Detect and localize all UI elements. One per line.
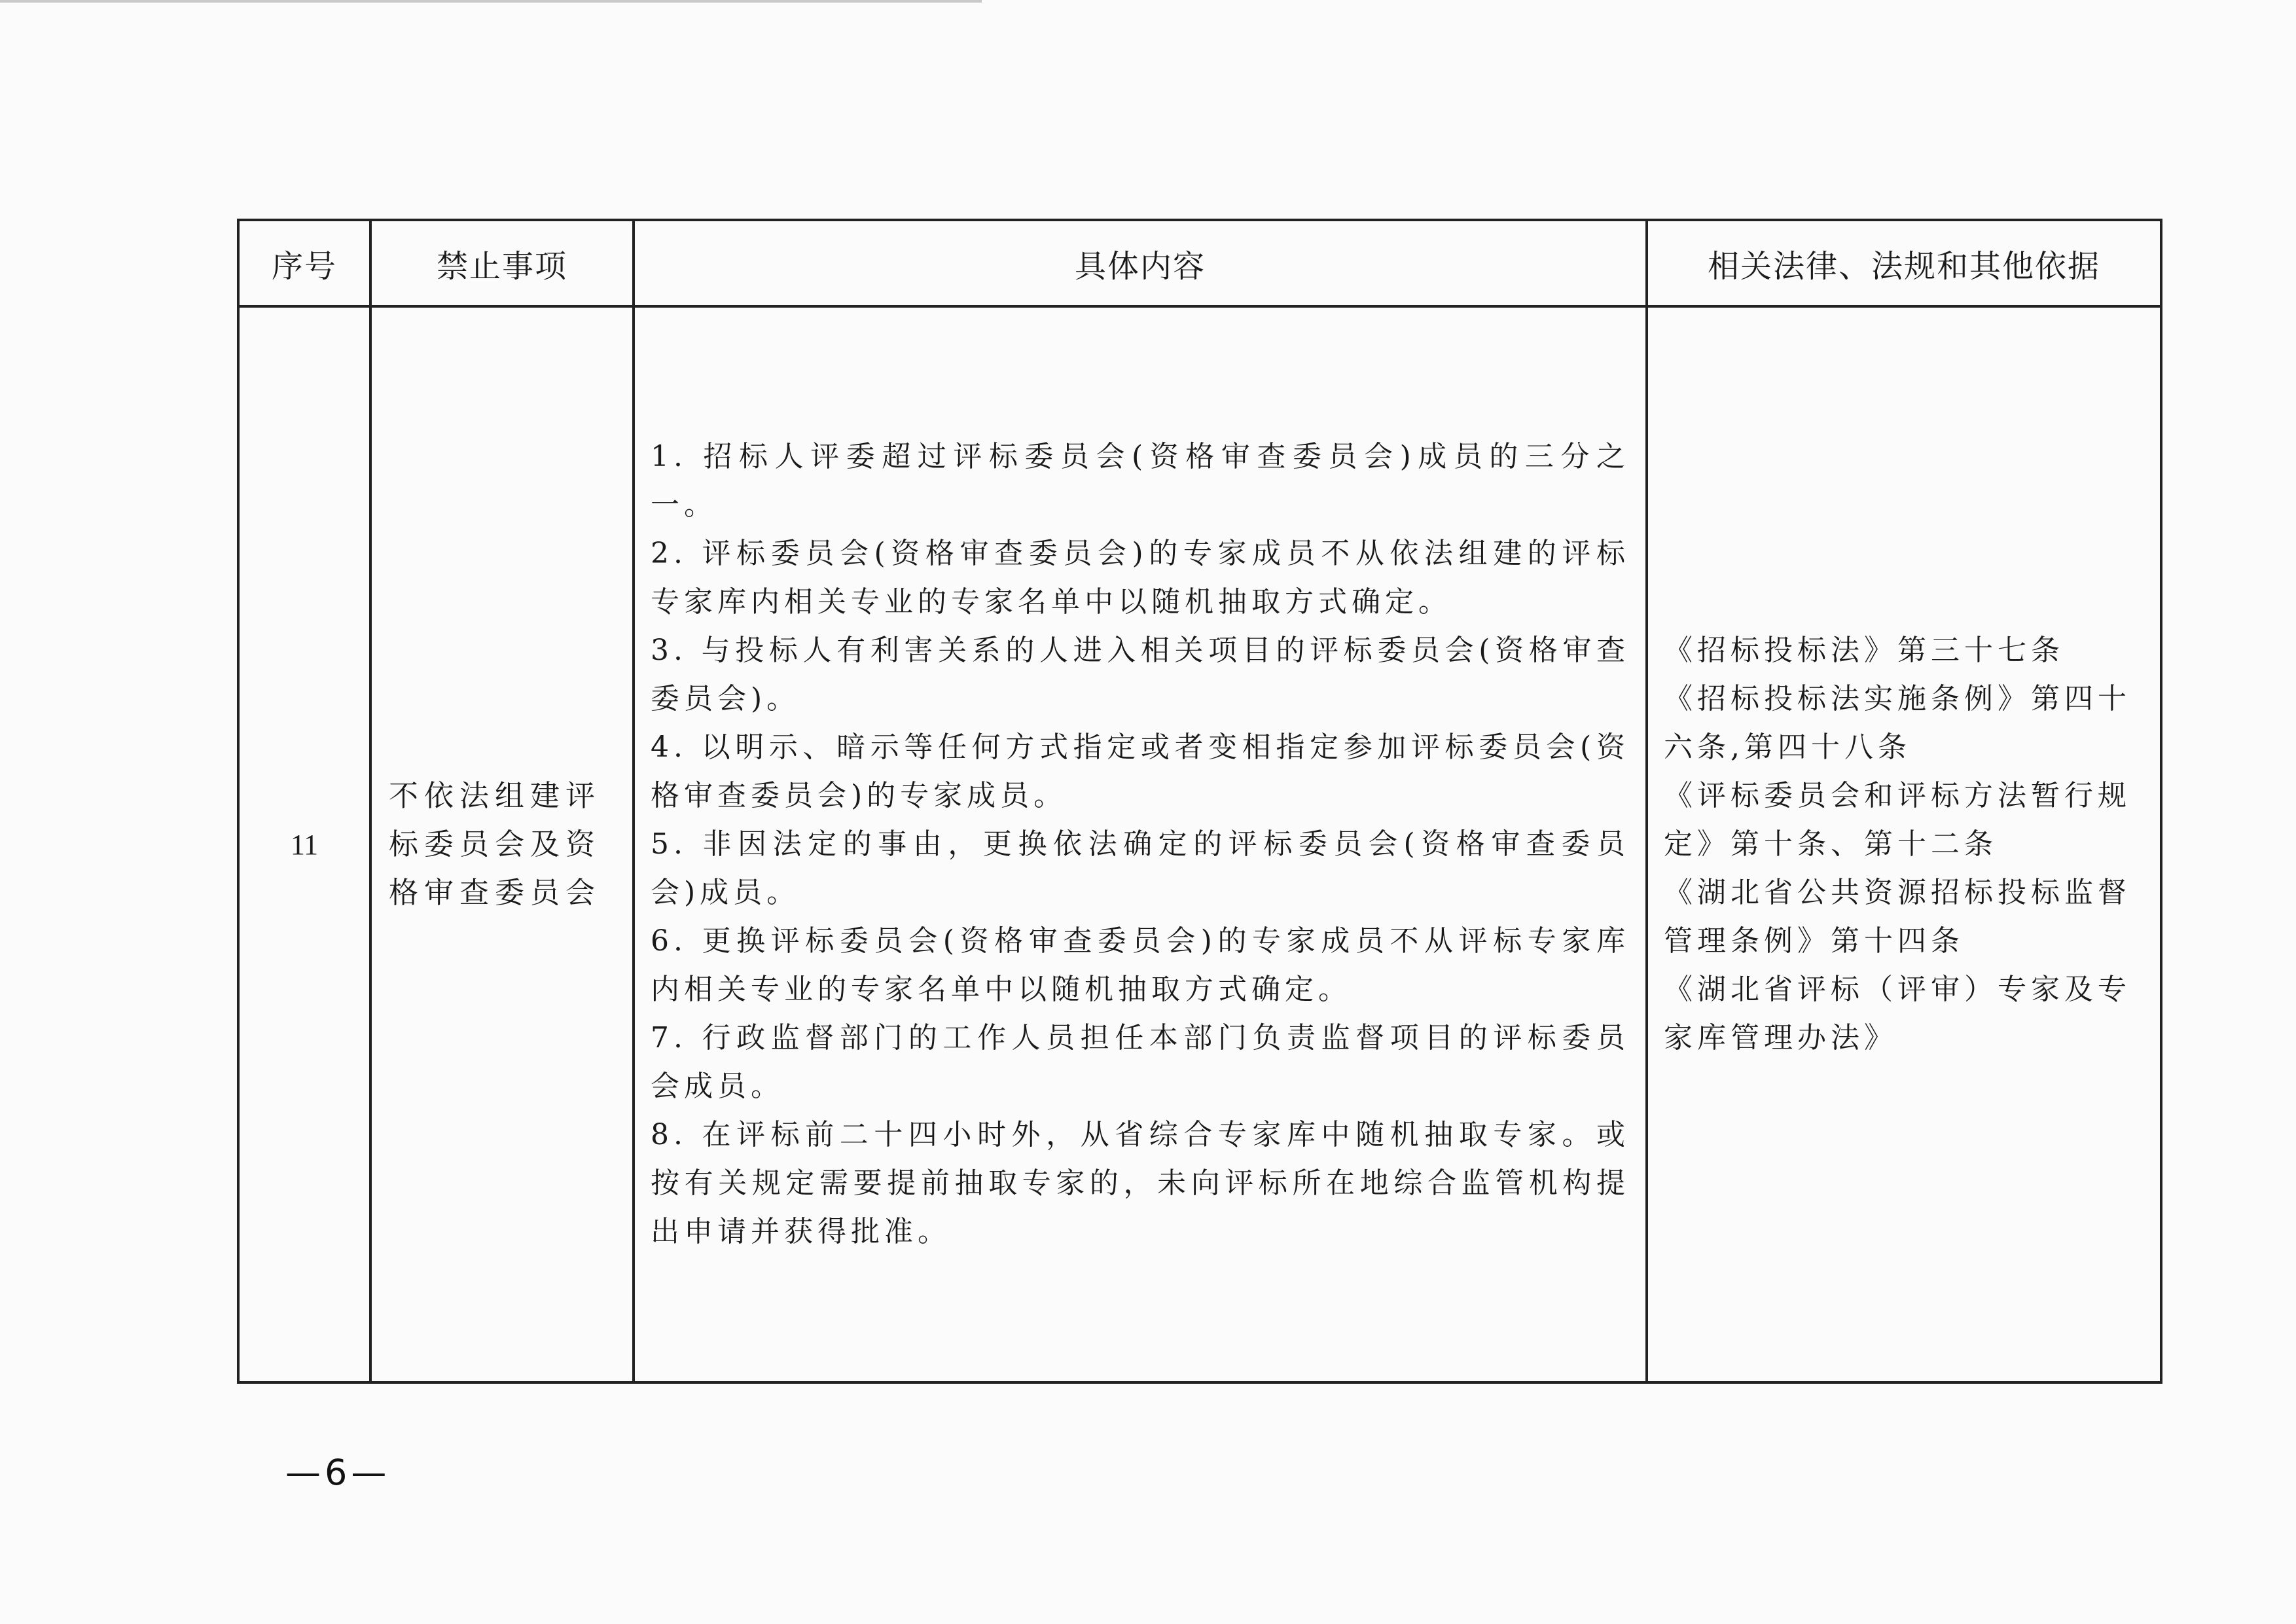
row-law [1647, 306, 2161, 1382]
law-item: 《招标投标法》第三十七条 [1664, 634, 2064, 667]
row-content [634, 306, 1647, 1382]
header-seq: 序号 [238, 220, 370, 306]
content-item: 3. 与投标人有利害关系的人进入相关项目的评标委员会(资格审查委员会)。 [651, 634, 1630, 715]
scan-edge-line [0, 0, 982, 3]
content-item: 4. 以明示、暗示等任何方式指定或者变相指定参加评标委员会(资格审查委员会)的专家成员。 [651, 731, 1630, 812]
row-seq: 11 [238, 306, 370, 1382]
content-item: 7. 行政监督部门的工作人员担任本部门负责监督项目的评标委员会成员。 [651, 1021, 1630, 1103]
row-ban: 不依法组建评标委员会及资格审查委员会 [370, 306, 634, 1382]
content-item: 5. 非因法定的事由，更换依法确定的评标委员会(资格审查委员会)成员。 [651, 827, 1630, 909]
header-law: 相关法律、法规和其他依据 [1647, 220, 2161, 306]
table-header-row [238, 220, 2161, 306]
content-item: 6. 更换评标委员会(资格审查委员会)的专家成员不从评标专家库内相关专业的专家名单中以随机抽取方式确定。 [651, 924, 1630, 1006]
page-number: —6— [285, 1452, 391, 1493]
law-item: 《湖北省评标（评审）专家及专家库管理办法》 [1664, 973, 2131, 1055]
prohibited-items-table [237, 219, 2162, 1384]
table-row [238, 306, 2161, 1382]
law-item: 《评标委员会和评标方法暂行规定》第十条、第十二条 [1664, 779, 2131, 861]
law-item: 《招标投标法实施条例》第四十六条,第四十八条 [1664, 682, 2131, 764]
header-ban: 禁止事项 [370, 220, 634, 306]
content-item: 2. 评标委员会(资格审查委员会)的专家成员不从依法组建的评标专家库内相关专业的专家名单中以随机抽取方式确定。 [651, 537, 1630, 619]
content-item: 1. 招标人评委超过评标委员会(资格审查委员会)成员的三分之一。 [651, 440, 1630, 522]
content-item: 8. 在评标前二十四小时外，从省综合专家库中随机抽取专家。或按有关规定需要提前抽取专家的，未向评标所在地综合监管机构提出申请并获得批准。 [651, 1118, 1630, 1248]
header-content: 具体内容 [634, 220, 1647, 306]
law-item: 《湖北省公共资源招标投标监督管理条例》第十四条 [1664, 876, 2131, 958]
